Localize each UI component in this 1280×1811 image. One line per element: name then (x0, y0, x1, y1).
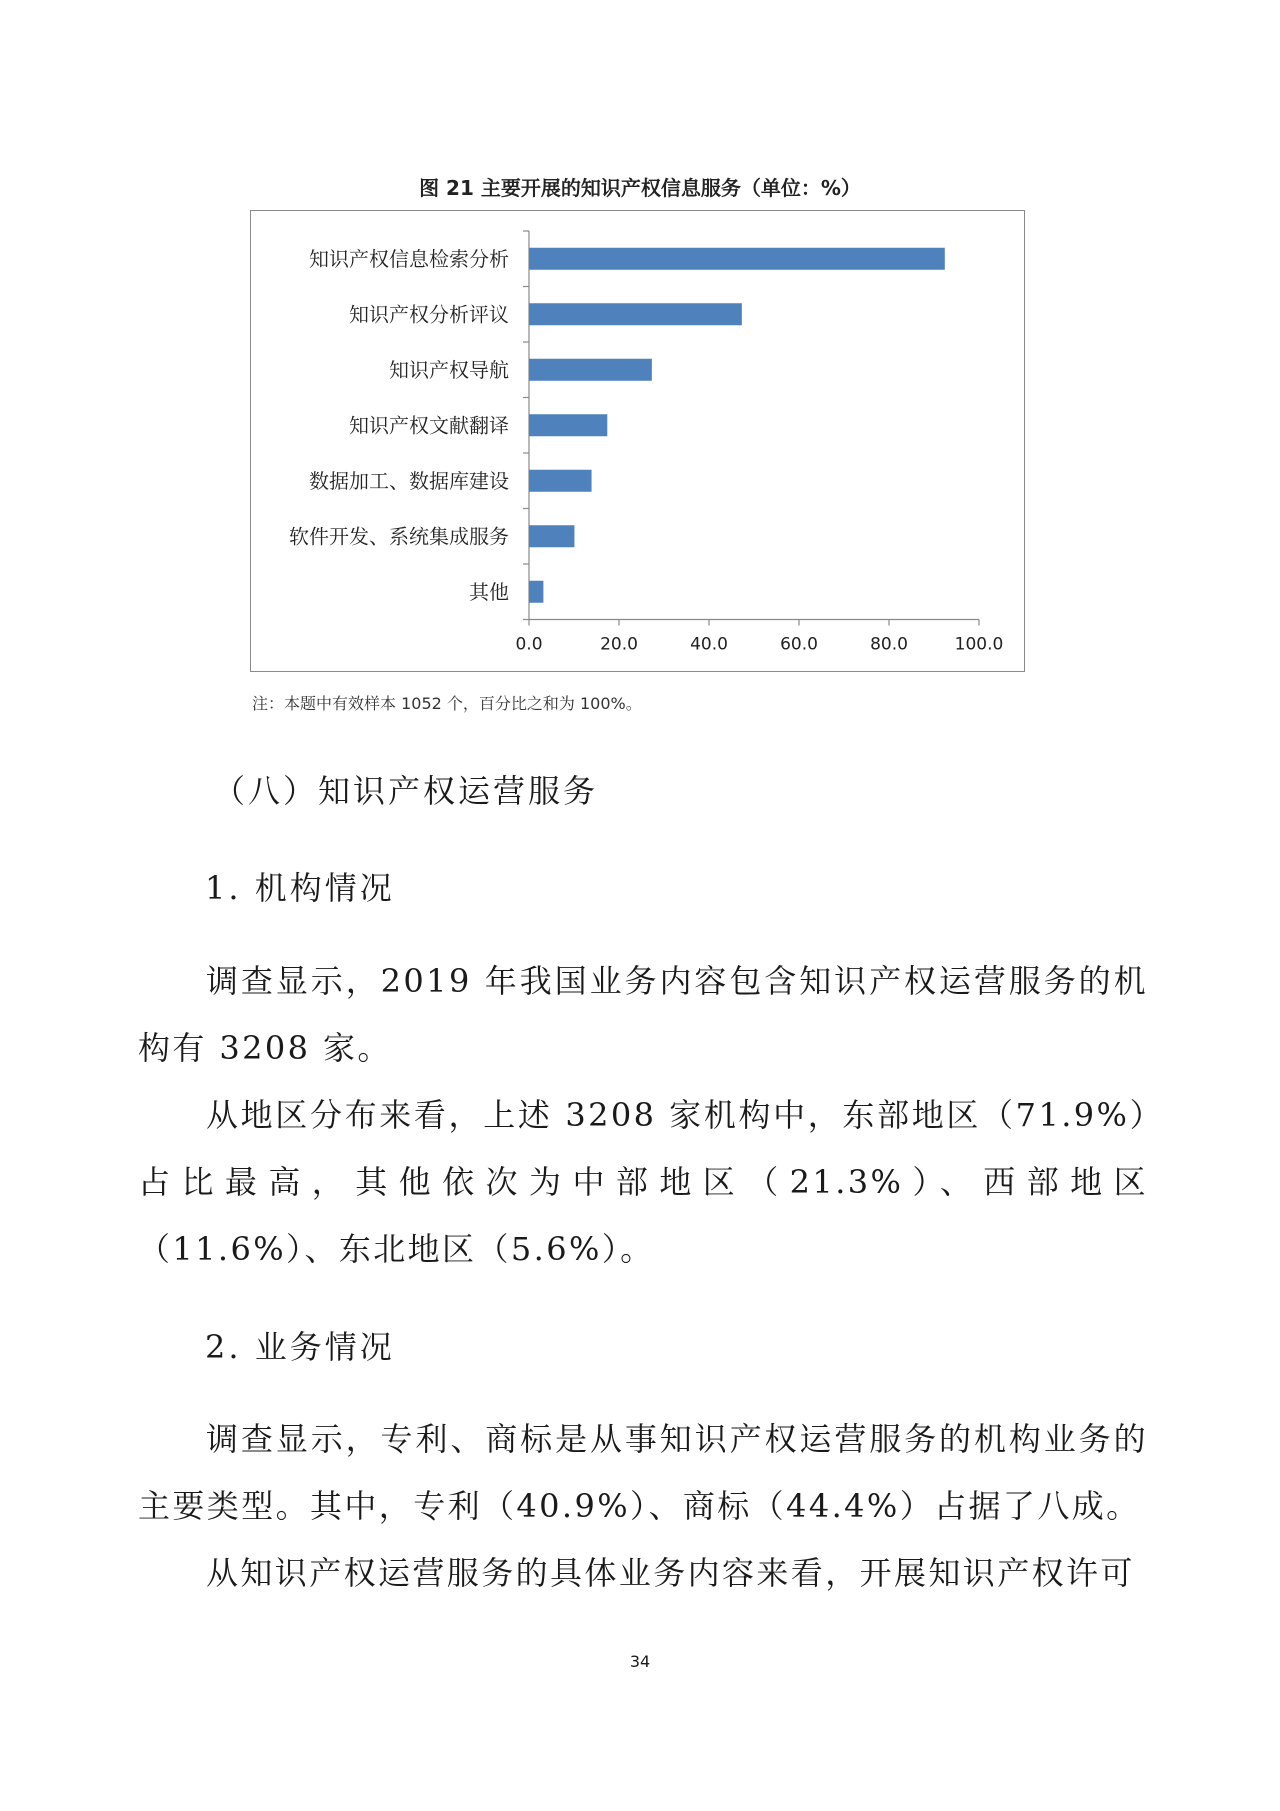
paragraph-business-types: 调查显示，专利、商标是从事知识产权运营服务的机构业务的主要类型。其中，专利（40.9%）、商标（44.4%）占据了八成。 (138, 1420, 1148, 1525)
x-tick-label: 0.0 (515, 634, 543, 655)
figure-note: 注：本题中有效样本 1052 个，百分比之和为 100%。 (252, 694, 642, 713)
bar (529, 525, 574, 547)
x-tick-label: 60.0 (780, 634, 818, 655)
bar (529, 359, 652, 381)
category-label: 知识产权信息检索分析 (309, 246, 509, 271)
page-number: 34 (629, 1652, 651, 1671)
bar-chart-svg (251, 211, 1026, 673)
bar (529, 414, 607, 436)
subheading-institutions: 1. 机构情况 (205, 869, 395, 907)
bar (529, 581, 543, 603)
section-heading: （八）知识产权运营服务 (213, 772, 599, 810)
bar (529, 470, 592, 492)
subheading-business: 2. 业务情况 (205, 1328, 395, 1366)
figure-title: 图 21 主要开展的知识产权信息服务（单位：%） (419, 176, 861, 200)
category-label: 知识产权分析评议 (349, 302, 509, 327)
category-label: 数据加工、数据库建设 (309, 468, 509, 493)
paragraph-regional-distribution: 从地区分布来看，上述 3208 家机构中，东部地区（71.9%）占比最高，其他依次为中部地区（21.3%）、西部地区（11.6%）、东北地区（5.6%）。 (138, 1096, 1148, 1268)
bar-chart (250, 210, 1025, 672)
bar (529, 248, 945, 270)
x-tick-label: 20.0 (600, 634, 638, 655)
category-label: 其他 (469, 579, 509, 604)
category-label: 软件开发、系统集成服务 (289, 524, 509, 549)
x-tick-label: 80.0 (870, 634, 908, 655)
category-label: 知识产权文献翻译 (349, 413, 509, 438)
bar (529, 303, 742, 325)
x-tick-label: 40.0 (690, 634, 728, 655)
x-tick-label: 100.0 (954, 634, 1004, 655)
category-label: 知识产权导航 (389, 357, 509, 382)
paragraph-business-content: 从知识产权运营服务的具体业务内容来看，开展知识产权许可 (206, 1554, 1135, 1592)
paragraph-institution-count: 调查显示，2019 年我国业务内容包含知识产权运营服务的机构有 3208 家。 (138, 962, 1148, 1067)
